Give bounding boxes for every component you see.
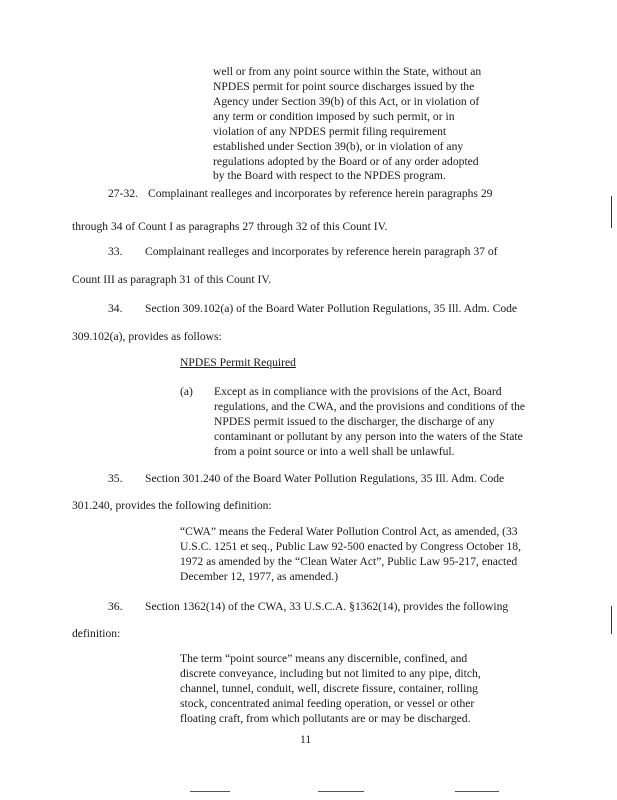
npdes-item-line: regulations, and the CWA, and the provisions and conditions of the — [214, 400, 526, 413]
paragraph-text: Count III as paragraph 31 of this Count IV. — [72, 273, 272, 286]
scan-mark — [611, 196, 612, 228]
paragraph-text: Complainant realleges and incorporates by reference herein paragraph 37 of — [145, 245, 498, 258]
quote-line: channel, tunnel, conduit, well, discrete fissure, container, rolling — [180, 682, 478, 695]
quote-line: by the Board with respect to the NPDES program. — [213, 169, 446, 182]
paragraph-text: Complainant realleges and incorporates by reference herein paragraphs 29 — [148, 187, 493, 200]
quote-line: 1972 as amended by the “Clean Water Act”, Public Law 95-217, enacted — [180, 555, 518, 568]
paragraph-number: 33. — [108, 245, 123, 258]
quote-line: stock, concentrated animal feeding operation, or vessel or other — [180, 697, 475, 710]
paragraph-text: Section 309.102(a) of the Board Water Pollution Regulations, 35 Ill. Adm. Code — [145, 302, 518, 315]
paragraph-text: Section 301.240 of the Board Water Pollution Regulations, 35 Ill. Adm. Code — [145, 472, 505, 485]
quote-line: floating craft, from which pollutants are or may be discharged. — [180, 712, 471, 725]
quote-line: U.S.C. 1251 et seq., Public Law 92-500 enacted by Congress October 18, — [180, 540, 521, 553]
paragraph-text: Section 1362(14) of the CWA, 33 U.S.C.A. §1362(14), provides the following — [145, 600, 509, 613]
quote-line: regulations adopted by the Board or of any order adopted — [213, 155, 479, 168]
quote-line: well or from any point source within the State, without an — [213, 65, 482, 78]
paragraph-number: 36. — [108, 600, 123, 613]
npdes-item-line: from a point source or into a well shall be unlawful. — [214, 445, 455, 458]
quote-line: any term or condition imposed by such permit, or in — [213, 110, 455, 123]
npdes-heading: NPDES Permit Required — [180, 356, 296, 369]
quote-line: violation of any NPDES permit filing requirement — [213, 125, 447, 138]
paragraph-number: 34. — [108, 302, 123, 315]
quote-line: December 12, 1977, as amended.) — [180, 570, 339, 583]
paragraph-text: definition: — [72, 627, 121, 640]
quote-line: “CWA” means the Federal Water Pollution Control Act, as amended, (33 — [180, 525, 518, 538]
npdes-item-line: Except as in compliance with the provisions of the Act, Board — [214, 385, 502, 398]
scan-mark — [190, 791, 230, 792]
paragraph-text: 309.102(a), provides as follows: — [72, 330, 222, 343]
scan-mark — [455, 791, 499, 792]
quote-line: Agency under Section 39(b) of this Act, or in violation of — [213, 95, 480, 108]
page-number: 11 — [300, 733, 312, 746]
scan-mark — [611, 606, 612, 634]
paragraph-number: 35. — [108, 472, 123, 485]
paragraph-text: through 34 of Count I as paragraphs 27 through 32 of this Count IV. — [72, 220, 388, 233]
npdes-item-line: contaminant or pollutant by any person into the waters of the State — [214, 430, 523, 443]
npdes-item-label: (a) — [180, 385, 193, 398]
npdes-item-line: NPDES permit issued to the discharger, the discharge of any — [214, 415, 495, 428]
quote-line: established under Section 39(b), or in violation of any — [213, 140, 464, 153]
paragraph-text: 301.240, provides the following definition: — [72, 499, 272, 512]
quote-line: The term “point source” means any discernible, confined, and — [180, 652, 468, 665]
quote-line: discrete conveyance, including but not limited to any pipe, ditch, — [180, 667, 481, 680]
quote-line: NPDES permit for point source discharges issued by the — [213, 80, 475, 93]
paragraph-number: 27-32. — [108, 187, 138, 200]
scan-mark — [318, 791, 364, 792]
